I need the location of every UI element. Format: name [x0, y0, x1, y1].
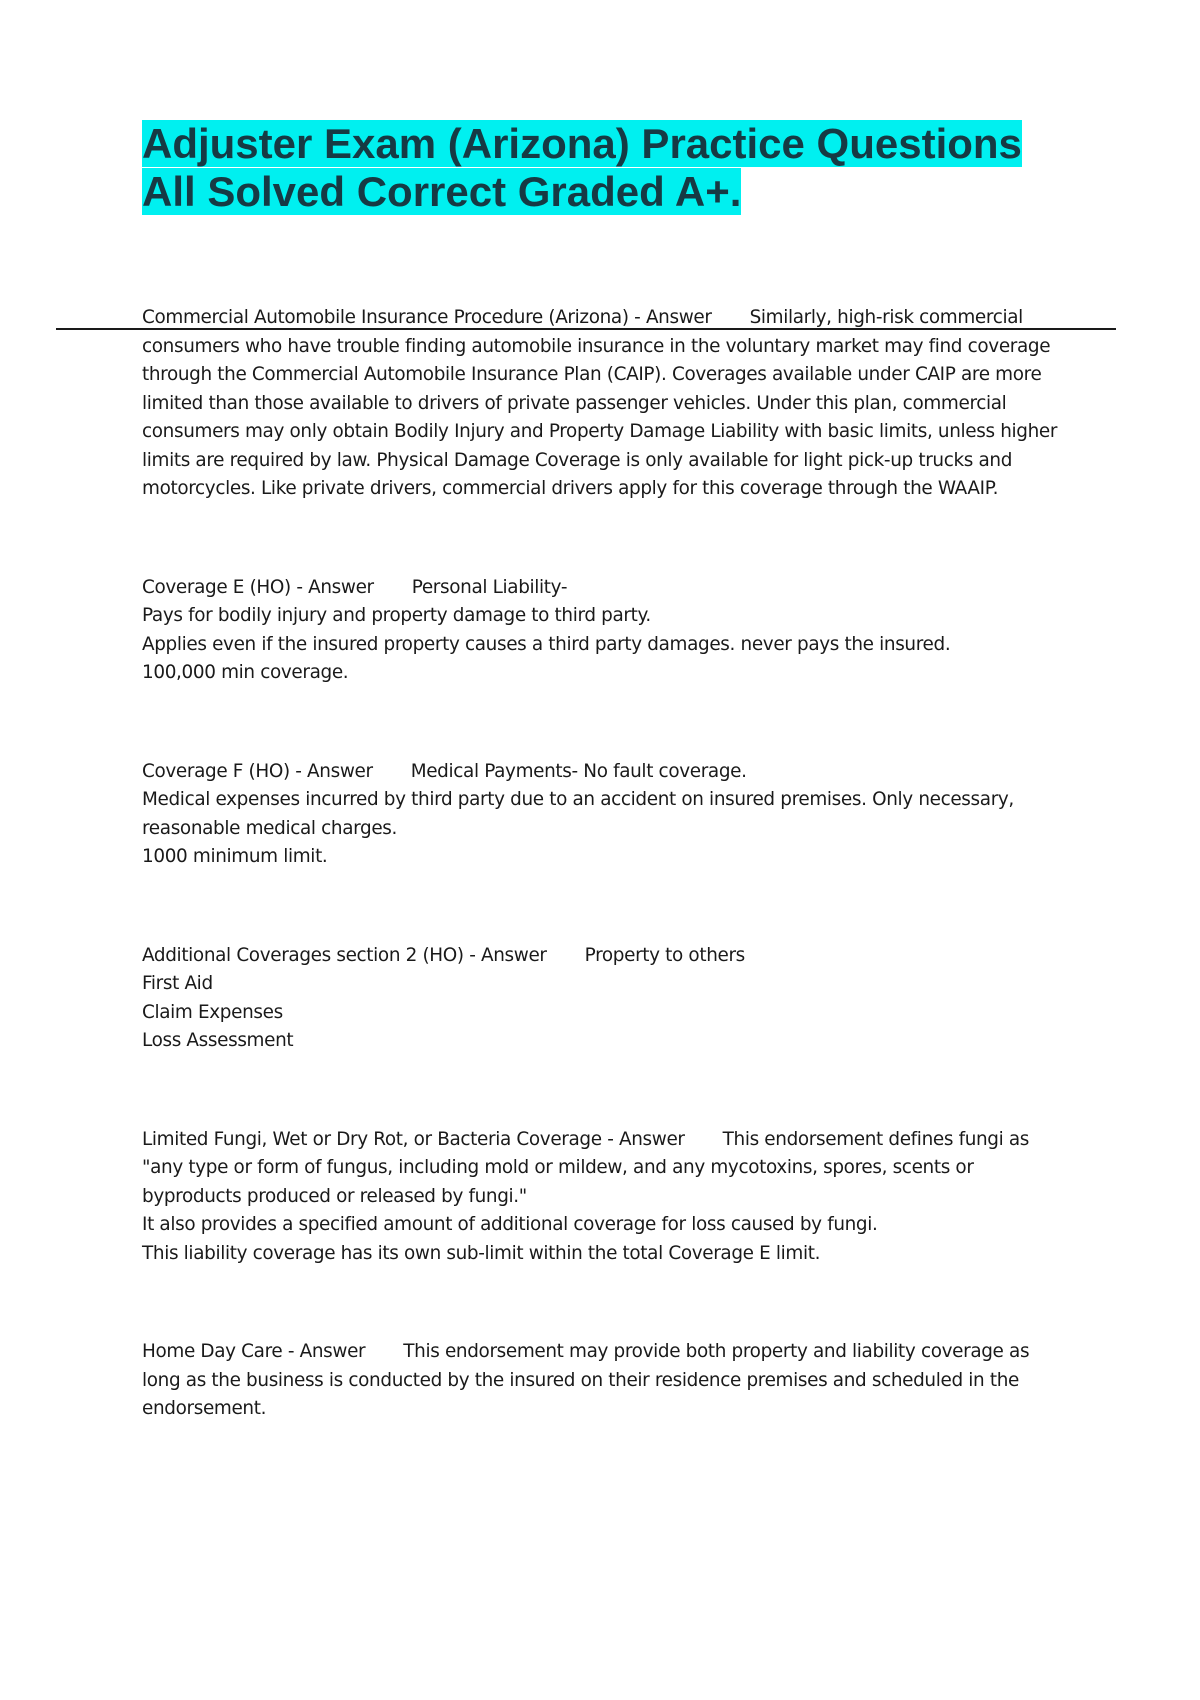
question-text: Limited Fungi, Wet or Dry Rot, or Bacteria Coverage - Answer [142, 1128, 685, 1150]
qa-item [142, 1338, 1072, 1424]
document-title [142, 120, 1022, 216]
qa-first-line [142, 1338, 1072, 1424]
answer-paragraph: Applies even if the insured property causes a third party damages. never pays the insured. [142, 633, 951, 655]
answer-text: This endorsement defines fungi as "any type or form of fungus, including mold or mildew, and any mycotoxins, spores, scents or byproducts produced or released by fungi." [142, 1128, 1030, 1207]
question-text: Coverage E (HO) - Answer [142, 576, 374, 598]
answer-text: Personal Liability- [411, 576, 568, 598]
qa-first-line [142, 304, 1072, 504]
answer-text: This endorsement may provide both property and liability coverage as long as the business is conducted by the insured on their residence premises and scheduled in the endorsement. [142, 1341, 1030, 1419]
question-text: Home Day Care - Answer [142, 1341, 366, 1362]
qa-first-line [142, 574, 1072, 603]
answer-paragraph: 100,000 min coverage. [142, 662, 349, 683]
answer-paragraph: Pays for bodily injury and property damage to third party. [142, 605, 651, 626]
answer-paragraph: It also provides a specified amount of additional coverage for loss caused by fungi. [142, 1214, 878, 1235]
qa-item [142, 304, 1072, 504]
answer-paragraph: Loss Assessment [142, 1030, 294, 1051]
answer-text: Medical Payments- No fault coverage. [410, 760, 747, 782]
answer-text: Property to others [584, 944, 745, 966]
title-highlight: Adjuster Exam (Arizona) Practice Questions All Solved Correct Graded A+. [142, 120, 1022, 215]
answer-text: Similarly, high-risk commercial consumers who have trouble finding automobile insurance in the voluntary market may find coverage through the Commercial Automobile Insurance Plan (CAIP). Coverages available under CAIP are more limited than those available to drivers of private passenger vehicles. Under this plan, commercial consumers may only obtain Bodily Injury and Property Damage Liability with basic limits, unless higher limits are required by law. Physical Damage Coverage is only available for light pick-up trucks and motorcycles. Like private drivers, commercial drivers apply for this coverage through the WAAIP. [142, 307, 1058, 499]
answer-paragraph: First Aid [142, 973, 213, 994]
qa-list [142, 304, 1072, 1424]
qa-item [142, 1126, 1072, 1269]
answer-paragraph: This liability coverage has its own sub-limit within the total Coverage E limit. [142, 1242, 821, 1264]
qa-first-line [142, 1126, 1072, 1212]
answer-paragraph: 1000 minimum limit. [142, 846, 328, 867]
question-text: Coverage F (HO) - Answer [142, 760, 373, 782]
qa-item [142, 758, 1072, 872]
answer-paragraph: Claim Expenses [142, 1001, 283, 1023]
question-text: Commercial Automobile Insurance Procedure (Arizona) - Answer [142, 307, 712, 328]
qa-item [142, 942, 1072, 1056]
answer-paragraph: Medical expenses incurred by third party due to an accident on insured premises. Only necessary, reasonable medical charges. [142, 789, 1014, 839]
qa-item [142, 574, 1072, 688]
question-text: Additional Coverages section 2 (HO) - Answer [142, 944, 547, 966]
qa-first-line [142, 758, 1072, 787]
qa-first-line [142, 942, 1072, 971]
